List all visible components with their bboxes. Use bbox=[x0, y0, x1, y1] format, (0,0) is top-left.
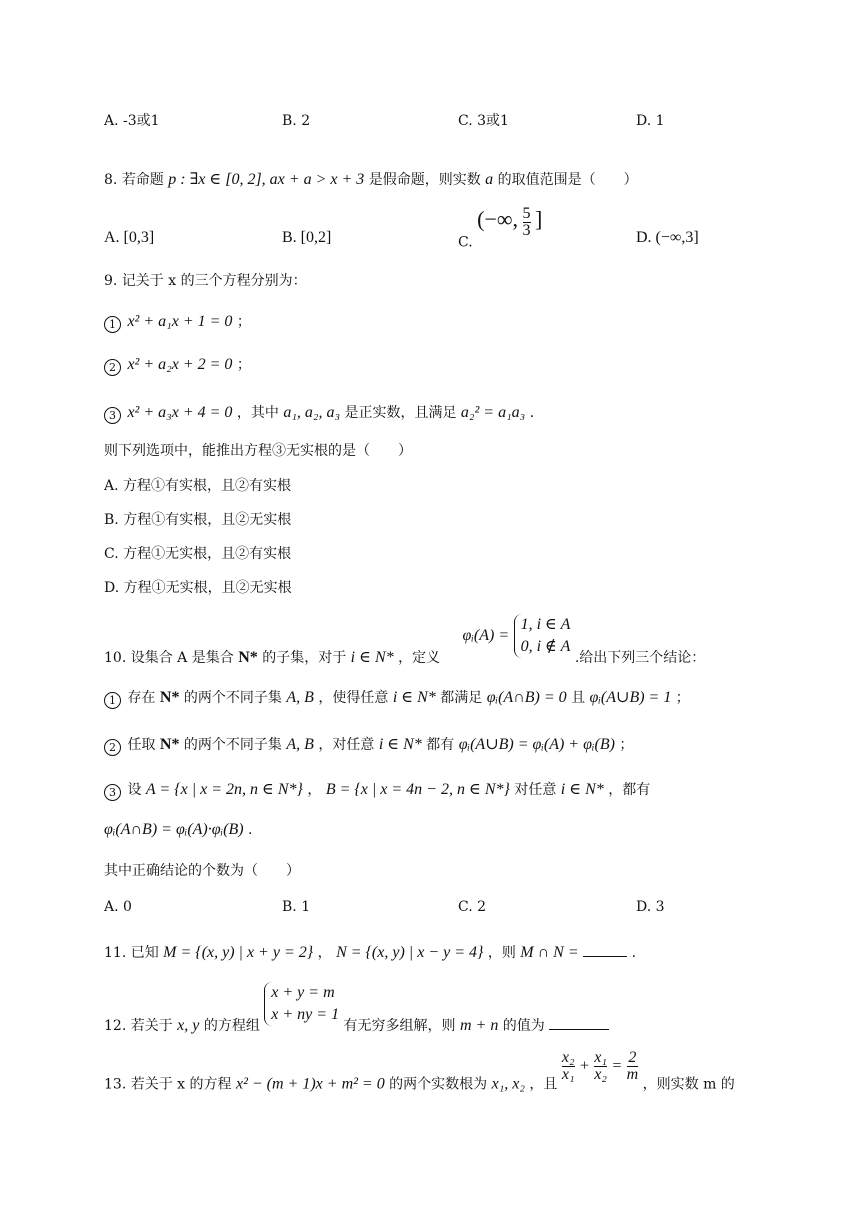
q10-s3-setB: B = {x | x = 4n − 2, n ∈ N*} bbox=[325, 781, 510, 798]
q10-s1-i: i ∈ N* bbox=[392, 689, 436, 706]
q13-frac2 bbox=[594, 1050, 607, 1083]
q10-s3-cont bbox=[104, 820, 252, 840]
q10-s3-comma: ， bbox=[307, 782, 322, 798]
q10-s3-c: 对任意 bbox=[514, 782, 557, 798]
q13-frac2-num: x₁ bbox=[594, 1049, 607, 1066]
q10-s2-a: 任取 bbox=[127, 737, 156, 753]
q12-system bbox=[264, 982, 339, 1026]
q8-option-a: A. [0,3] bbox=[104, 229, 155, 246]
q13-eq: x² − (m + 1)x + m² = 0 bbox=[235, 1075, 385, 1093]
q10-nstar: N* bbox=[238, 649, 258, 666]
q8-option-c-den: 3 bbox=[522, 222, 531, 239]
q8-option-d: D. (−∞,3] bbox=[636, 229, 699, 246]
q12-mid: 的方程组 bbox=[203, 1018, 260, 1034]
q8-option-b: B. [0,2] bbox=[282, 229, 332, 246]
q10-i-in: i ∈ N* bbox=[350, 649, 394, 666]
q10-stem-end: .给出下列三个结论： bbox=[574, 650, 706, 666]
q10-s3-e: φᵢ(A∩B) = φᵢ(A)·φᵢ(B) bbox=[104, 821, 244, 838]
q13-frac3-num: 2 bbox=[628, 1049, 637, 1066]
q12-mid2: 有无穷多组解，则 bbox=[343, 1018, 456, 1034]
q12-sys1: x + y = m bbox=[271, 984, 335, 1001]
q10-s1-e1: φᵢ(A∩B) = 0 bbox=[486, 689, 567, 706]
q13-roots: x₁, x₂ bbox=[491, 1075, 525, 1093]
q9-eq1-circle: 1 bbox=[104, 316, 121, 333]
q10-question: 其中正确结论的个数为（ ） bbox=[104, 863, 300, 879]
q8-option-c-label: C. bbox=[458, 234, 473, 251]
q11 bbox=[104, 943, 636, 963]
q9-eq3-mid2: 是正实数，且满足 bbox=[344, 405, 457, 421]
q11-set-n: N = {(x, y) | x − y = 4} bbox=[336, 944, 484, 961]
q7-option-a: A. -3或1 bbox=[104, 113, 160, 129]
q10-s2-b: 的两个不同子集 bbox=[183, 737, 282, 753]
q11-intersection: M ∩ N = bbox=[520, 944, 579, 961]
q9-eq1: x² + a₁x + 1 = 0 bbox=[127, 313, 233, 330]
q9-eq3: x² + a₃x + 4 = 0 bbox=[127, 404, 233, 421]
q13-mid2: ，且 bbox=[529, 1076, 558, 1093]
q9-option-c: C. 方程①无实根，且②有实根 bbox=[104, 546, 292, 562]
q8-text-mid: 是假命题，则实数 bbox=[368, 172, 481, 188]
q10-s1-b: 的两个不同子集 bbox=[183, 690, 282, 706]
q10-s1-a: 存在 bbox=[127, 690, 156, 706]
q8-var: a bbox=[485, 171, 494, 188]
q10-s1-d: 都满足 bbox=[440, 690, 483, 706]
q8-option-c bbox=[458, 206, 542, 253]
q9-eq1-end: ； bbox=[236, 314, 251, 330]
q9-eq2-end: ； bbox=[236, 357, 251, 373]
q10-s1-circle: 1 bbox=[104, 692, 121, 709]
q9-eq1-line bbox=[104, 312, 251, 333]
q9-eq3-end: . bbox=[529, 405, 535, 421]
q10-stem-mid: 的子集，对于 bbox=[262, 650, 347, 666]
q9-eq2-circle: 2 bbox=[104, 359, 121, 376]
q13-frac1-num: x₂ bbox=[561, 1049, 575, 1066]
q10-s1 bbox=[104, 688, 690, 709]
q10-s3-i: i ∈ N* bbox=[560, 781, 604, 798]
q12-expr: m + n bbox=[459, 1017, 499, 1034]
q10-s3-a: 设 bbox=[127, 782, 142, 798]
q10-s1-e2: φᵢ(A∪B) = 1 bbox=[589, 689, 672, 706]
q10-s2-i: i ∈ N* bbox=[378, 736, 422, 753]
q10-phi: φᵢ(A) = bbox=[462, 627, 510, 644]
q10-s3 bbox=[104, 780, 650, 801]
q9-option-d: D. 方程①无实根，且②无实根 bbox=[104, 580, 292, 596]
q7-option-c: C. 3或1 bbox=[458, 113, 509, 129]
q10-s2 bbox=[104, 735, 633, 756]
q13-eq-sign: = bbox=[611, 1057, 623, 1075]
q13-pre: 13. 若关于 x 的方程 bbox=[104, 1076, 232, 1093]
q13-end: ，则实数 m 的 bbox=[642, 1076, 735, 1093]
q11-set-m: M = {(x, y) | x + y = 2} bbox=[163, 944, 314, 961]
q8-stem bbox=[104, 170, 638, 190]
q9-eq2-line bbox=[104, 355, 251, 376]
q13-frac1-den: x₁ bbox=[561, 1066, 575, 1083]
q7-option-b: B. 2 bbox=[282, 113, 311, 129]
q10-case2: 0, i ∉ A bbox=[520, 638, 571, 655]
q13-frac3 bbox=[627, 1050, 639, 1083]
q9-eq3-cond: a₂² = a₁a₃ bbox=[460, 404, 526, 421]
q12-pre: 12. 若关于 bbox=[104, 1018, 173, 1034]
q12-end: 的值为 bbox=[502, 1018, 545, 1034]
q11-mid: ，则 bbox=[487, 945, 516, 961]
q13-plus: + bbox=[578, 1057, 590, 1075]
q9-eq3-mid: ，其中 bbox=[236, 405, 279, 421]
q10-cases bbox=[514, 614, 571, 658]
q10-s2-end: ； bbox=[619, 737, 634, 753]
q10-s2-c: ，对任意 bbox=[318, 737, 375, 753]
q10-s3-setA: A = {x | x = 2n, n ∈ N*} bbox=[145, 781, 303, 798]
q12-answer-blank bbox=[549, 1029, 609, 1030]
q10-s1-ab: A, B bbox=[286, 689, 314, 706]
q9-eq3-line bbox=[104, 403, 534, 424]
q10-stem-pre: 10. 设集合 A 是集合 bbox=[104, 650, 234, 666]
q10-case1: 1, i ∈ A bbox=[520, 616, 571, 633]
q10-s2-ab: A, B bbox=[286, 736, 314, 753]
q10-option-d: D. 3 bbox=[636, 899, 665, 915]
q9-stem: 9. 记关于 x 的三个方程分别为： bbox=[104, 273, 307, 289]
q8-option-c-suffix: ] bbox=[534, 206, 543, 232]
q9-eq3-circle: 3 bbox=[104, 407, 121, 424]
q12-vars: x, y bbox=[177, 1017, 200, 1034]
q13-frac3-den: m bbox=[626, 1066, 639, 1083]
q10-s1-c: ，使得任意 bbox=[318, 690, 389, 706]
q12-sys2: x + ny = 1 bbox=[271, 1006, 340, 1023]
q10-s1-end: ； bbox=[675, 690, 690, 706]
q10-s2-e: φᵢ(A∪B) = φᵢ(A) + φᵢ(B) bbox=[458, 736, 615, 753]
q12 bbox=[104, 982, 609, 1036]
q10-s3-circle: 3 bbox=[104, 784, 121, 801]
q10-s2-circle: 2 bbox=[104, 739, 121, 756]
q10-s1-nstar: N* bbox=[159, 689, 180, 706]
q13-frac1 bbox=[562, 1050, 575, 1083]
q13 bbox=[104, 1050, 735, 1095]
q13-frac2-den: x₂ bbox=[594, 1066, 607, 1083]
q10-s3-end: . bbox=[248, 822, 253, 838]
q10-option-a: A. 0 bbox=[104, 899, 132, 915]
q8-option-c-fraction bbox=[523, 206, 531, 239]
q8-option-c-num: 5 bbox=[522, 205, 531, 222]
q8-proposition: p : ∃x ∈ [0, 2], ax + a > x + 3 bbox=[168, 171, 365, 188]
q9-question: 则下列选项中，能推出方程③无实根的是（ ） bbox=[104, 443, 412, 459]
q11-comma: ， bbox=[317, 945, 332, 961]
q8-option-c-prefix: (−∞, bbox=[477, 206, 519, 232]
q10-option-c: C. 2 bbox=[458, 899, 487, 915]
q9-option-b: B. 方程①有实根，且②无实根 bbox=[104, 512, 292, 528]
q9-eq2: x² + a₂x + 2 = 0 bbox=[127, 356, 233, 373]
q9-eq3-vars: a₁, a₂, a₃ bbox=[283, 404, 340, 421]
q9-option-a: A. 方程①有实根，且②有实根 bbox=[104, 478, 292, 494]
q10-stem bbox=[104, 614, 705, 668]
q10-stem-def: ，定义 bbox=[398, 650, 441, 666]
q13-mid: 的两个实数根为 bbox=[389, 1076, 488, 1093]
q8-text-before: 若命题 bbox=[121, 172, 164, 188]
q8-text-after: 的取值范围是（ ） bbox=[497, 172, 638, 188]
q10-s3-d: ，都有 bbox=[608, 782, 651, 798]
q8-number: 8. bbox=[104, 172, 118, 188]
q11-answer-blank bbox=[583, 956, 627, 957]
q10-option-b: B. 1 bbox=[282, 899, 311, 915]
q11-pre: 11. 已知 bbox=[104, 945, 159, 961]
q10-s2-nstar: N* bbox=[159, 736, 180, 753]
q10-s2-d: 都有 bbox=[426, 737, 455, 753]
q7-option-d: D. 1 bbox=[636, 113, 665, 129]
q11-end: . bbox=[631, 945, 637, 961]
q10-s1-f: 且 bbox=[571, 690, 586, 706]
